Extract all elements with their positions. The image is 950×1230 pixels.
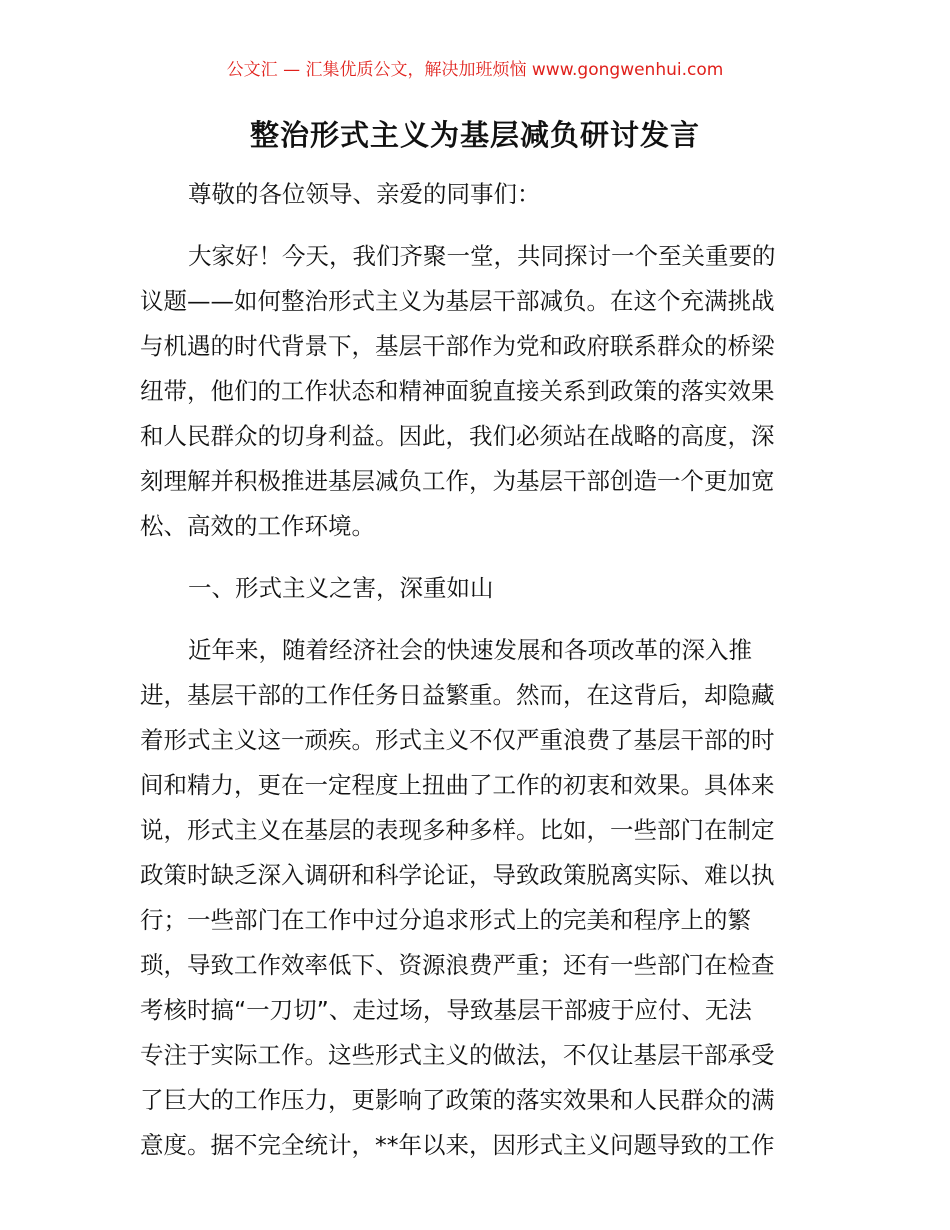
site-header: 公文汇 — 汇集优质公文，解决加班烦恼 www.gongwenhui.com: [226, 60, 724, 80]
greeting: 尊敬的各位领导、亲爱的同事们：: [188, 180, 541, 208]
paragraph-line: 和人民群众的切身利益。因此，我们必须站在战略的高度，深: [140, 422, 775, 450]
paragraph-line: 琐，导致工作效率低下、资源浪费严重；还有一些部门在检查: [140, 951, 775, 979]
document-body: [140, 172, 812, 1168]
paragraph-line: 松、高效的工作环境。: [140, 512, 375, 540]
paragraph-line: 政策时缺乏深入调研和科学论证，导致政策脱离实际、难以执: [140, 861, 775, 889]
paragraph-line: 大家好！今天，我们齐聚一堂，共同探讨一个至关重要的: [188, 242, 776, 270]
paragraph-1: [140, 234, 812, 549]
paragraph-line: 与机遇的时代背景下，基层干部作为党和政府联系群众的桥梁: [140, 332, 775, 360]
paragraph-line: 进，基层干部的工作任务日益繁重。然而，在这背后，却隐藏: [140, 681, 775, 709]
section-heading: 一、形式主义之害，深重如山: [188, 574, 494, 602]
paragraph-line: 意度。据不完全统计，**年以来，因形式主义问题导致的工作: [140, 1131, 775, 1159]
paragraph-2: [140, 628, 812, 1168]
paragraph-line: 了巨大的工作压力，更影响了政策的落实效果和人民群众的满: [140, 1086, 775, 1114]
paragraph-line: 间和精力，更在一定程度上扭曲了工作的初衷和效果。具体来: [140, 771, 775, 799]
paragraph-line: 专注于实际工作。这些形式主义的做法，不仅让基层干部承受: [140, 1041, 775, 1069]
document-title: 整治形式主义为基层减负研讨发言: [249, 118, 700, 152]
paragraph-line: 行；一些部门在工作中过分追求形式上的完美和程序上的繁: [140, 906, 751, 934]
paragraph-line: 考核时搞“一刀切”、走过场，导致基层干部疲于应付、无法: [140, 996, 752, 1024]
paragraph-line: 着形式主义这一顽疾。形式主义不仅严重浪费了基层干部的时: [140, 726, 775, 754]
paragraph-line: 近年来，随着经济社会的快速发展和各项改革的深入推: [188, 636, 752, 664]
paragraph-line: 议题——如何整治形式主义为基层干部减负。在这个充满挑战: [140, 287, 775, 315]
paragraph-line: 说，形式主义在基层的表现多种多样。比如，一些部门在制定: [140, 816, 775, 844]
paragraph-line: 纽带，他们的工作状态和精神面貌直接关系到政策的落实效果: [140, 377, 775, 405]
paragraph-line: 刻理解并积极推进基层减负工作，为基层干部创造一个更加宽: [140, 467, 775, 495]
